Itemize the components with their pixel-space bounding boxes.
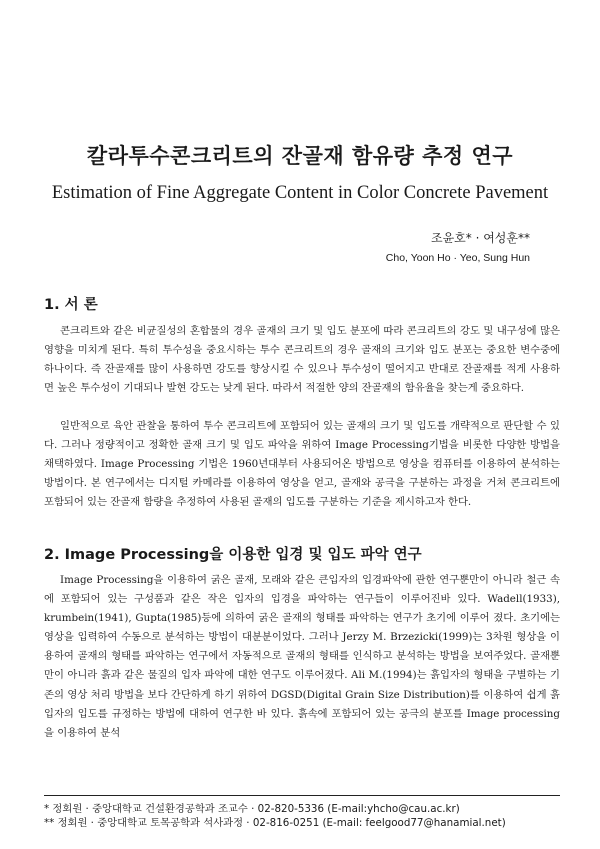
section-1-paragraph-1 (44, 322, 560, 398)
footnote-2: ** 정회원 · 중앙대학교 토목공학과 석사과정 · 02-816-0251 (E-mail: feelgood77@hanamial.net) (44, 817, 506, 829)
section-2-heading: 2. Image Processing을 이용한 입경 및 입도 파악 연구 (44, 547, 422, 563)
footnote-1: * 정회원 · 중앙대학교 건설환경공학과 조교수 · 02-820-5336 (E-mail:yhcho@cau.ac.kr) (44, 803, 460, 815)
section-2-paragraph-1 (44, 571, 560, 743)
title-korean: 칼라투수콘크리트의 잔골재 함유량 추정 연구 (86, 144, 514, 168)
title-english: Estimation of Fine Aggregate Content in Color Concrete Pavement (51, 183, 549, 203)
section-1-paragraph-1-text: 콘크리트와 같은 비균질성의 혼합물의 경우 골재의 크기 및 입도 분포에 따라 콘크리트의 강도 및 내구성에 많은 영향을 미치게 된다. 특히 투수성을 중요시하는 투수 콘크리트의 경우 골재의 크기와 입도 분포는 중요한 변수중에 하나이다. 즉 잔골재를 많이 사용하면 강도를 향상시킬 수 있으나 투수성이 떨어지고 반대로 잔골재를 적게 사용하면 높은 투수성이 기대되나 발현 강도는 낮게 된다. 따라서 적절한 양의 잔골재의 함유율을 찾는게 중요하다. (44, 325, 560, 395)
section-2-paragraph-1-text: Image Processing을 이용하여 굵은 골재, 모래와 같은 큰입자의 입경파악에 관한 연구뿐만이 아니라 철근 속에 포함되어 있는 구성품과 같은 작은 입자의 입경을 파악하는 연구들이 이루어진바 있다. Wadell(1933), krumbein(1941), Gupta(1985)등에 의하여 굵은 골재의 형태를 파악하는 연구가 초기에 이루어 졌다. 초기에는 영상을 입력하여 수동으로 분석하는 방법이 대분분이었다. 그러나 Jerzy M. Brzezicki(1999)는 3차원 형상을 이용하여 골재의 형태를 파악하는 연구에서 자동적으로 골재의 형태를 인식하고 분석하는 방법을 보여주었다. 골재뿐만이 아니라 흙과 같은 물질의 입자 파악에 대한 연구도 이루어졌다. Ali M.(1994)는 흙입자의 형태을 구별하는 기존의 영상 처리 방법을 보다 간단하게 하기 위하여 DGSD(Digital Grain Size Distribution)를 이용하여 쉽게 흙입자의 입도를 규정하는 방법에 대하여 연구한 바 있다. 흙속에 포함되어 있는 공극의 분포를 Image processing을 이용하여 분석 (44, 574, 560, 739)
section-1-heading: 1. 서 론 (44, 297, 98, 313)
authors-korean: 조윤호* · 여성훈** (431, 231, 530, 245)
authors-english: Cho, Yoon Ho · Yeo, Sung Hun (385, 252, 530, 264)
section-1-paragraph-2 (44, 417, 560, 512)
section-1-paragraph-2-text: 일반적으로 육안 관찰을 통하여 투수 콘크리트에 포함되어 있는 골재의 크기 및 입도를 개략적으로 판단할 수 있다. 그러나 정량적이고 정확한 골재 크기 및 입도 파악을 위하여 Image Processing기법을 비롯한 다양한 방법을 채택하였다. Image Processing 기법은 1960년대부터 사용되어온 방법으로 영상을 컴퓨터를 이용하여 분석하는 방법이다. 본 연구에서는 디지털 카메라를 이용하여 영상을 얻고, 골재와 공극을 구분하는 과정을 거쳐 콘크리트에 포함되어 있는 잔골재 함량을 추정하여 사용된 골재의 입도를 구분하는 기준을 제시하고자 한다. (44, 420, 560, 509)
footnote-divider (44, 795, 560, 796)
